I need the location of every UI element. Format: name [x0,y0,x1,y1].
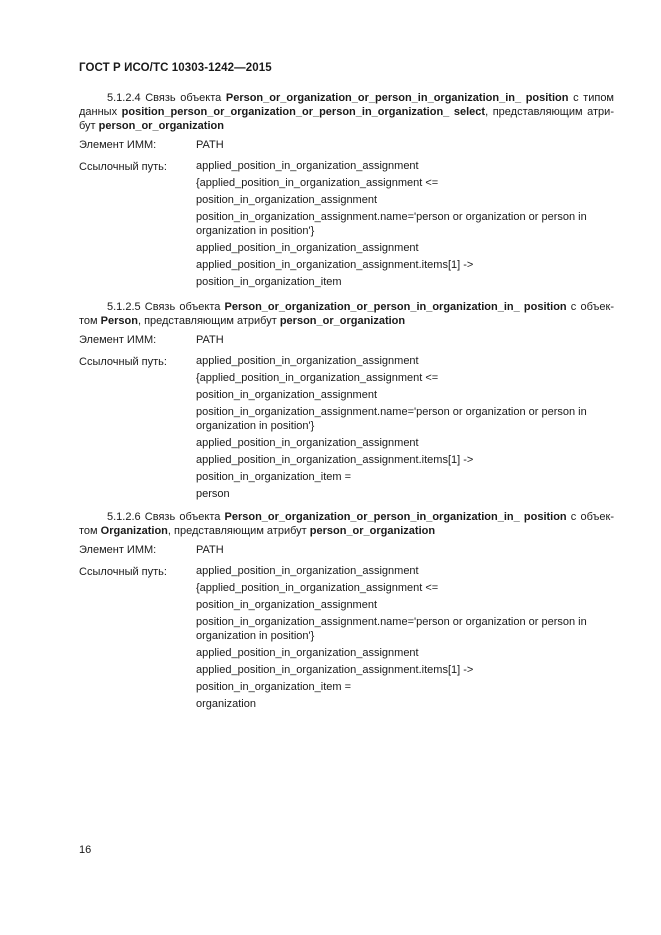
path-line: {applied_position_in_organization_assignment <= [196,372,439,384]
intro-text: с объектом [79,511,614,537]
intro-term: person_or_organization [309,525,436,537]
intro-term: Organization [100,525,168,537]
intro-term: person_or_organization [98,120,224,132]
element-value: PATH [196,544,224,556]
path-line: position_in_organization_assignment.name='person or organization or person in organization in position'} [196,211,587,237]
path-line: applied_position_in_organization_assignment.items[1] -> [196,259,474,271]
path-block [79,159,614,292]
intro-text: , представляющим атрибут [79,106,614,132]
intro-term: Person_or_organization_or_person_in_organization_in_ position [224,511,567,523]
intro-term: Person [100,315,138,327]
path-label: Ссылочный путь: [79,161,167,173]
path-line: position_in_organization_assignment.name='person or organization or person in organization in position'} [196,616,587,642]
section-intro [79,300,614,328]
path-label: Ссылочный путь: [79,566,167,578]
element-value: PATH [196,334,224,346]
intro-text: с типом данных [79,92,614,118]
path-block [79,354,614,504]
intro-text: 5.1.2.4 Связь объекта [107,92,226,104]
path-line: position_in_organization_assignment [196,194,378,206]
intro-term: person_or_organization [279,315,406,327]
path-line: position_in_organization_assignment [196,389,378,401]
section-5-1-2-4 [79,91,614,292]
path-line: applied_position_in_organization_assignment [196,437,419,449]
path-line: applied_position_in_organization_assignment [196,355,419,367]
path-lines [196,354,614,504]
section-intro [79,510,614,538]
intro-term: position_person_or_organization_or_person_in_organization_ select [121,106,486,118]
document-header: ГОСТ Р ИСО/ТС 10303-1242—2015 [79,62,272,74]
path-line: {applied_position_in_organization_assignment <= [196,177,439,189]
element-row [79,542,614,558]
section-5-1-2-5 [79,300,614,504]
path-line: position_in_organization_assignment [196,599,378,611]
path-line: applied_position_in_organization_assignment.items[1] -> [196,454,474,466]
section-5-1-2-6 [79,510,614,714]
intro-text: , представляющим атрибут [137,315,280,327]
intro-text: , представляющим атрибут [167,525,310,537]
page-number: 16 [79,844,92,856]
path-line: position_in_organization_item = [196,471,352,483]
path-line: organization [196,698,256,710]
path-lines [196,159,614,292]
section-intro [79,91,614,133]
path-line: position_in_organization_assignment.name='person or organization or person in organization in position'} [196,406,587,432]
intro-text: 5.1.2.5 Связь объекта [107,301,225,313]
intro-term: Person_or_organization_or_person_in_organization_in_ position [224,301,567,313]
element-label: Элемент ИММ: [79,544,157,556]
path-line: applied_position_in_organization_assignment [196,160,419,172]
path-line: position_in_organization_item [196,276,342,288]
intro-text: с объектом [79,301,614,327]
path-line: position_in_organization_item = [196,681,352,693]
element-label: Элемент ИММ: [79,139,157,151]
path-lines [196,564,614,714]
intro-text: 5.1.2.6 Связь объекта [107,511,225,523]
element-value: PATH [196,139,224,151]
path-line: applied_position_in_organization_assignment.items[1] -> [196,664,474,676]
path-line: applied_position_in_organization_assignment [196,242,419,254]
path-line: applied_position_in_organization_assignment [196,565,419,577]
element-label: Элемент ИММ: [79,334,157,346]
element-row [79,332,614,348]
intro-term: Person_or_organization_or_person_in_organization_in_ position [225,92,569,104]
path-label: Ссылочный путь: [79,356,167,368]
path-line: applied_position_in_organization_assignment [196,647,419,659]
path-block [79,564,614,714]
element-row [79,137,614,153]
path-line: person [196,488,230,500]
path-line: {applied_position_in_organization_assignment <= [196,582,439,594]
